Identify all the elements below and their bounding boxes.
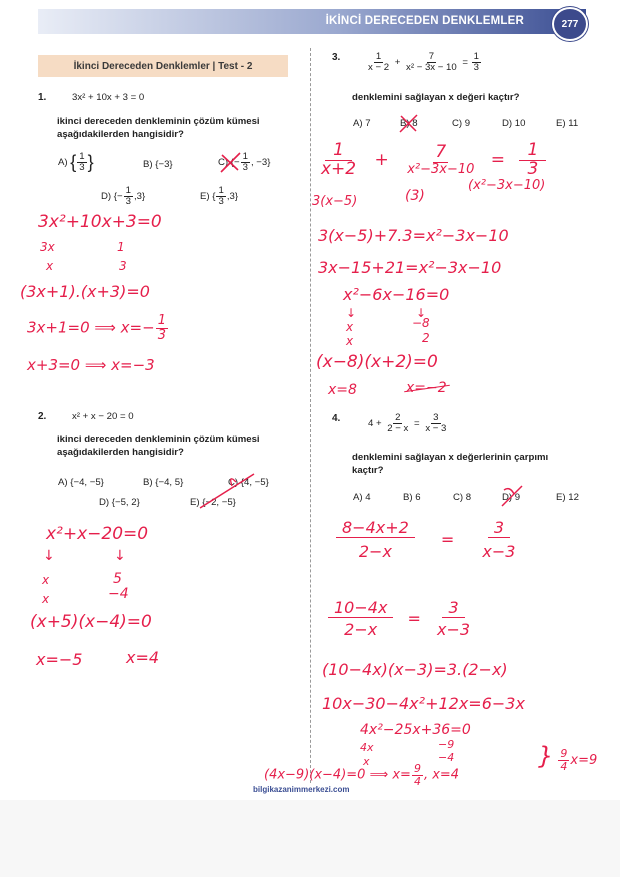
q1-option-d-den: 3 (125, 196, 131, 208)
q3-rhs-num: 1 (473, 51, 479, 62)
q2-option-a[interactable]: A) {−4, −5} (58, 477, 104, 488)
hw-q3-line2: 3x−15+21=x²−3x−10 (318, 258, 502, 277)
question-3-equation (365, 52, 482, 73)
hw-q3-l4b: ↓ (416, 306, 427, 320)
test-title-box: İkinci Dereceden Denklemler | Test - 2 (38, 55, 288, 77)
hw-q3-plus: + (374, 150, 389, 171)
hw-q4-end-den: 4 (560, 760, 568, 773)
hw-q4-final (538, 742, 597, 773)
hw-q4-frac-line2 (327, 600, 473, 639)
hw-q4-l6-den: 4 (413, 774, 421, 788)
question-4-number: 4. (332, 413, 341, 424)
q1-option-a-open: { (70, 152, 77, 173)
question-1-prompt-line2: aşağıdakilerden hangisidir? (57, 129, 184, 140)
hw-q3-l8b: x=−2 (406, 380, 447, 396)
hw-q4-line2: 10x−30−4x²+12x=6−3x (322, 694, 525, 713)
q4-term-den: 2 − x (387, 423, 409, 435)
hw-q3-l5a: x (346, 320, 354, 334)
q1-option-c-close: , −3} (250, 157, 271, 169)
hw-q3-l6a: x (346, 334, 354, 348)
q1-option-c-den: 3 (242, 162, 248, 174)
hw-q4-brace: } (538, 742, 554, 770)
q4-answer-mark-icon (500, 484, 526, 510)
q4-term-num: 2 (395, 412, 401, 423)
hw-q3-f1-den: x+2 (321, 158, 357, 179)
q3-option-b[interactable]: B) 8 (400, 118, 418, 129)
footer-url[interactable]: bilgikazanimmerkezi.com (253, 785, 350, 794)
hw-q3-equation (318, 142, 547, 179)
hw-q1-l2a: 3x (40, 240, 55, 254)
question-4-prompt-line2: kaçtır? (352, 465, 384, 476)
q3-option-c[interactable]: C) 9 (452, 118, 471, 129)
hw-q1-line1: 3x²+10x+3=0 (38, 212, 162, 232)
q3-term1-den: x − 2 (368, 62, 390, 74)
q3-answer-mark-icon (398, 112, 420, 134)
q2-answer-mark-icon (198, 470, 258, 510)
hw-q4-frac-line1 (335, 520, 518, 561)
q2-option-c[interactable]: C) {4, −5} (228, 477, 269, 488)
question-4-equation (368, 413, 449, 434)
hw-q4-l6-num: 9 (413, 762, 421, 775)
header-bar (38, 9, 586, 34)
hw-q1-line5-text: 3x+1=0 ⟹ x=− (27, 318, 155, 337)
hw-q4-line6 (264, 763, 459, 787)
q1-option-d[interactable] (101, 186, 145, 207)
q1-option-d-open: {− (113, 191, 123, 203)
q3-plus: + (394, 57, 401, 69)
q1-option-e-close: ,3} (226, 191, 239, 203)
hw-q4-l5a: x (363, 755, 370, 768)
hw-q3-eq: = (490, 150, 506, 171)
q4-option-d[interactable]: D) 9 (502, 492, 521, 503)
hw-q4-line1: (10−4x)(x−3)=3.(2−x) (322, 660, 508, 679)
hw-q3-f2-den: x²−3x−10 (407, 161, 475, 177)
hw-q1-line4: (3x+1).(x+3)=0 (20, 282, 150, 301)
q1-option-d-num: 1 (125, 185, 131, 196)
hw-q2-l3b: 5 (113, 571, 122, 587)
hw-q2-l2a: ↓ (43, 548, 55, 564)
question-4-prompt-line1: denklemini sağlayan x değerlerinin çarpımı (352, 452, 549, 463)
q4-option-a[interactable]: A) 4 (353, 492, 371, 503)
question-3-prompt: denklemini sağlayan x değeri kaçtır? (352, 92, 520, 103)
hw-q1-l3b: 3 (119, 259, 127, 273)
hw-q1-l3a: x (46, 259, 54, 273)
q4-option-b[interactable]: B) 6 (403, 492, 421, 503)
question-2-equation: x² + x − 20 = 0 (72, 411, 134, 422)
q1-option-a-close: } (87, 152, 94, 173)
hw-q4-f1-den: 2−x (358, 541, 392, 561)
q3-option-e[interactable]: E) 11 (556, 118, 579, 129)
hw-q3-under3: (x²−3x−10) (468, 178, 546, 193)
hw-q3-line1: 3(x−5)+7.3=x²−3x−10 (318, 226, 509, 245)
hw-q4-l4b: −9 (438, 738, 455, 751)
q3-equals: = (462, 57, 468, 69)
q1-option-b[interactable] (143, 159, 173, 170)
q1-option-e-open: { (212, 191, 216, 203)
q3-option-a[interactable]: A) 7 (353, 118, 371, 129)
hw-q3-f3-num: 1 (519, 142, 546, 161)
hw-q3-line3: x²−6x−16=0 (343, 285, 450, 304)
hw-q4-l5b: −4 (438, 751, 455, 764)
hw-q1-line6: x+3=0 ⟹ x=−3 (27, 356, 155, 374)
column-divider (310, 48, 311, 783)
hw-q1-line5 (27, 314, 169, 342)
hw-q3-line7: (x−8)(x+2)=0 (316, 352, 438, 372)
q2-option-d[interactable]: D) {−5, 2} (99, 497, 140, 508)
q1-option-b-label: B) (143, 159, 153, 170)
question-1-equation: 3x² + 10x + 3 = 0 (72, 92, 145, 103)
q1-option-a[interactable] (58, 152, 94, 173)
hw-q4-f1-num: 8−4x+2 (336, 520, 415, 538)
question-2-number: 2. (38, 411, 47, 422)
hw-q4-eq2: = (407, 608, 421, 628)
header-title: İKİNCİ DERECEDEN DENKLEMLER (325, 15, 524, 27)
question-2-prompt-line2: aşağıdakilerden hangisidir? (57, 447, 184, 458)
hw-q2-line1: x²+x−20=0 (46, 524, 149, 544)
q2-option-b[interactable]: B) {−4, 5} (143, 477, 184, 488)
hw-q3-l8a: x=8 (328, 382, 357, 398)
q1-option-b-text: {−3} (155, 159, 173, 170)
hw-q2-line5: (x+5)(x−4)=0 (30, 612, 152, 632)
q4-option-e[interactable]: E) 12 (556, 492, 579, 503)
hw-q2-l6a: x=−5 (36, 650, 83, 669)
question-1-number: 1. (38, 92, 47, 103)
hw-q3-f1-num: 1 (325, 142, 352, 161)
hw-q4-f2-den: x−3 (482, 541, 516, 561)
question-2-prompt-line1: ikinci dereceden denkleminin çözüm kümesi (57, 434, 260, 445)
hw-q3-f3-den: 3 (527, 158, 539, 179)
q1-answer-mark-icon (218, 150, 244, 176)
hw-q3-l6b: 2 (422, 331, 430, 345)
q4-rhs-den: x − 3 (425, 423, 447, 435)
q1-option-c-open: {− (230, 157, 240, 169)
hw-q3-f2-num: 7 (435, 142, 447, 163)
hw-q2-l2b: ↓ (114, 548, 126, 564)
q1-option-a-label: A) (58, 157, 68, 169)
q3-term2-den: x² − 3x − 10 (406, 62, 457, 74)
hw-q4-f3-num: 10−4x (328, 600, 393, 618)
q4-rhs-num: 3 (433, 412, 439, 423)
q1-option-e-label: E) (200, 191, 210, 203)
hw-q4-f4-den: x−3 (437, 619, 471, 639)
hw-q4-l6-text: (4x−9)(x−4)=0 ⟹ x= (264, 767, 411, 783)
hw-q1-l2b: 1 (117, 240, 125, 254)
q1-option-d-close: ,3} (133, 191, 146, 203)
q1-option-e-num: 1 (218, 185, 224, 196)
hw-q4-line3: 4x²−25x+36=0 (360, 722, 471, 738)
hw-q4-l6-mid: , x=4 (423, 767, 460, 783)
hw-q4-end-text: x=9 (570, 753, 598, 768)
hw-q1-line5-den: 3 (157, 327, 166, 343)
q2-option-e[interactable]: E) {−2, −5} (190, 497, 236, 508)
q1-option-e[interactable] (200, 186, 238, 207)
hw-q2-l3a: x (42, 573, 50, 587)
q4-option-c[interactable]: C) 8 (453, 492, 472, 503)
hw-q2-l4b: −4 (108, 586, 129, 602)
q3-rhs-den: 3 (473, 62, 479, 74)
q3-term2-num: 7 (428, 51, 435, 62)
page-number-badge: 277 (552, 7, 588, 41)
q3-term1-num: 1 (375, 51, 382, 62)
hw-q3-under1: 3(x−5) (312, 194, 358, 209)
hw-q4-l4a: 4x (360, 741, 374, 754)
hw-q3-l4a: ↓ (346, 306, 357, 320)
question-1-prompt-line1: ikinci dereceden denkleminin çözüm kümesi (57, 116, 260, 127)
q1-option-d-label: D) (101, 191, 112, 203)
hw-q3-l5b: −8 (412, 316, 430, 330)
hw-q4-eq1: = (440, 529, 455, 549)
q1-option-e-den: 3 (218, 196, 224, 208)
hw-q2-l4a: x (42, 592, 50, 606)
hw-q4-f2-num: 3 (488, 520, 510, 538)
hw-q2-l6b: x=4 (126, 648, 160, 667)
q1-option-a-den: 3 (79, 162, 85, 174)
hw-q4-f3-den: 2−x (344, 619, 378, 639)
hw-q1-line5-num: 1 (157, 313, 166, 328)
q3-option-d[interactable]: D) 10 (502, 118, 526, 129)
q1-option-c-num: 1 (242, 151, 248, 162)
q4-equals: = (414, 418, 420, 430)
q4-lead: 4 + (368, 418, 382, 430)
q1-option-a-num: 1 (79, 151, 85, 162)
q1-option-c-label: C) (218, 157, 229, 169)
hw-q4-f4-num: 3 (442, 600, 464, 618)
hw-q3-under2: (3) (405, 188, 425, 204)
hw-q4-end-num: 9 (560, 747, 568, 761)
question-3-number: 3. (332, 52, 341, 63)
